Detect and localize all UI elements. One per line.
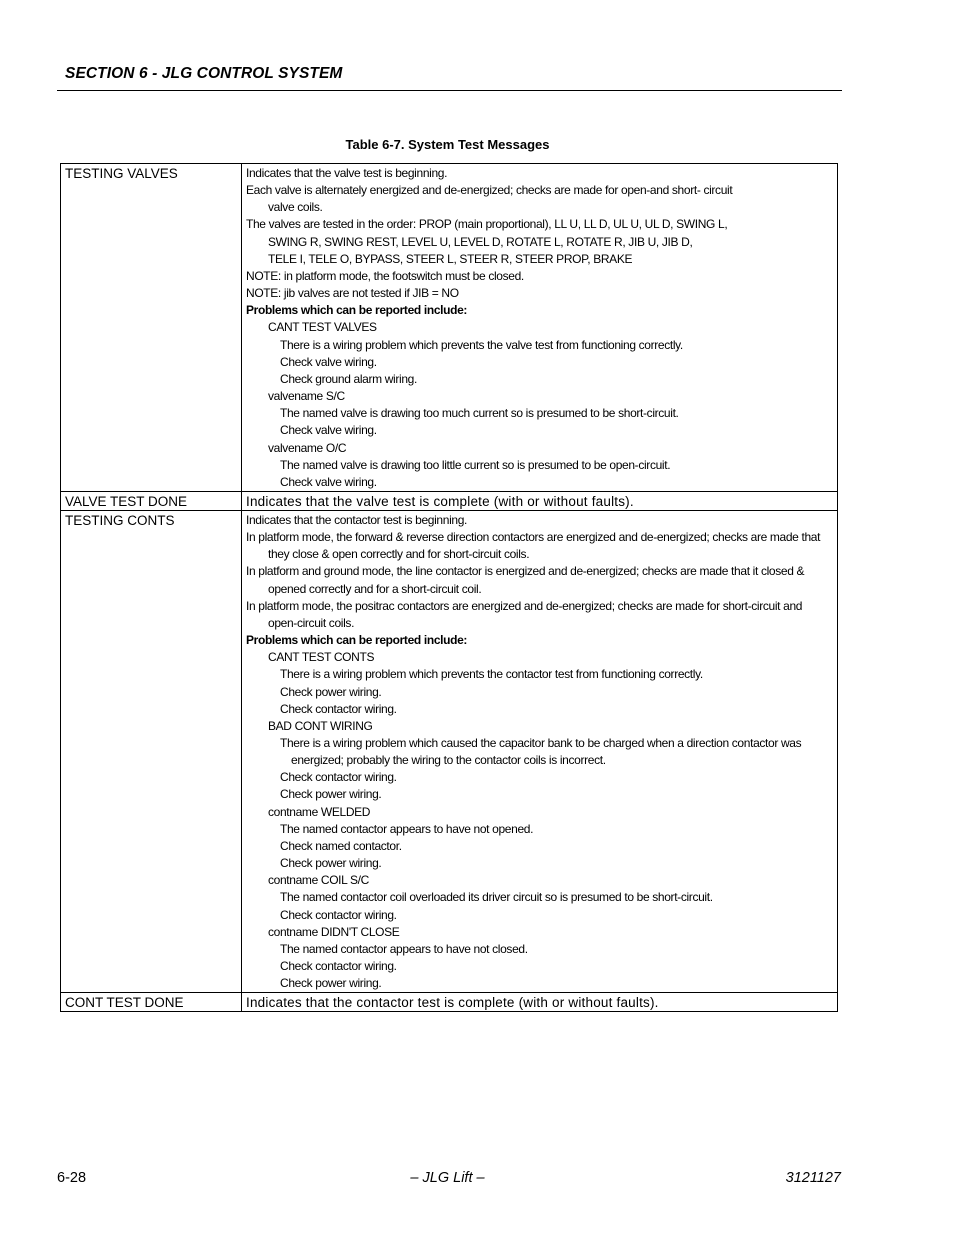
footer-publication: – JLG Lift – (410, 1170, 485, 1186)
problem-detail: Check valve wiring. (280, 474, 377, 489)
problem-detail: The named valve is drawing too much current so is presumed to be short-circuit. (280, 406, 679, 421)
problem-detail: The named contactor appears to have not opened. (280, 821, 534, 836)
message-key: VALVE TEST DONE (61, 491, 242, 510)
problem-name: valvename S/C (268, 389, 345, 404)
problem-detail: Check contactor wiring. (280, 701, 397, 716)
page-number: 6-28 (57, 1170, 87, 1186)
problem-detail: Check ground alarm wiring. (280, 371, 417, 386)
problem-name: BAD CONT WIRING (268, 718, 373, 733)
note-line: NOTE: in platform mode, the footswitch must be closed. (246, 268, 524, 283)
message-key: TESTING VALVES (61, 164, 242, 492)
problem-name: CANT TEST CONTS (268, 650, 375, 665)
table-row (61, 993, 838, 1012)
problem-detail: There is a wiring problem which prevents the contactor test from functioning correctly. (280, 667, 703, 682)
problem-name: contname WELDED (268, 804, 371, 819)
description-line: SWING R, SWING REST, LEVEL U, LEVEL D, ROTATE L, ROTATE R, JIB U, JIB D, (268, 234, 693, 249)
description-line: Indicates that the valve test is beginning. (246, 166, 448, 180)
problem-detail: The named contactor coil overloaded its driver circuit so is presumed to be short-circuit. (280, 890, 713, 905)
description-line: In platform and ground mode, the line contactor is energized and de-energized; checks are made that it closed & opened correctly and for a short-circuit coil. (246, 564, 805, 596)
description-line: Each valve is alternately energized and de-energized; checks are made for open-and short- circuit (246, 183, 733, 198)
message-description: Indicates that the contactor test is complete (with or without faults). (242, 993, 838, 1012)
problem-detail: The named contactor appears to have not closed. (280, 941, 528, 956)
problem-detail: Check valve wiring. (280, 354, 377, 369)
description-line: The valves are tested in the order: PROP (main proportional), LL U, LL D, UL U, UL D, SWING L, (246, 217, 728, 232)
message-key: CONT TEST DONE (61, 993, 242, 1012)
problem-name: contname DIDN'T CLOSE (268, 924, 400, 939)
table-title: Table 6-7. System Test Messages (345, 137, 550, 152)
description-line: valve coils. (268, 200, 323, 215)
problem-detail: There is a wiring problem which prevents the valve test from functioning correctly. (280, 337, 683, 352)
problem-detail: Check named contactor. (280, 838, 402, 853)
table-row (61, 491, 838, 510)
message-description (242, 164, 838, 492)
document-number: 3121127 (785, 1170, 841, 1186)
problems-heading: Problems which can be reported include: (246, 633, 468, 648)
problem-detail: Check power wiring. (280, 976, 382, 991)
description-line: In platform mode, the forward & reverse direction contactors are energized and de-energized; checks are made that they close & open correctly and for short-circuit coils. (246, 530, 821, 562)
system-test-messages-table (60, 163, 838, 1012)
problem-name: contname COIL S/C (268, 873, 369, 888)
problem-detail: The named valve is drawing too little current so is presumed to be open-circuit. (280, 457, 671, 472)
message-description: Indicates that the valve test is complete (with or without faults). (242, 491, 838, 510)
problem-detail: Check contactor wiring. (280, 770, 397, 785)
description-line: TELE I, TELE O, BYPASS, STEER L, STEER R, STEER PROP, BRAKE (268, 251, 633, 266)
section-title: SECTION 6 - JLG CONTROL SYSTEM (65, 65, 343, 82)
problem-detail: Check power wiring. (280, 856, 382, 871)
table-row (61, 510, 838, 992)
problem-name: CANT TEST VALVES (268, 320, 377, 335)
problem-detail: Check power wiring. (280, 787, 382, 802)
description-line: In platform mode, the positrac contactors are energized and de-energized; checks are made for short-circuit and open-circuit coils. (246, 598, 803, 630)
message-key: TESTING CONTS (61, 510, 242, 992)
header-rule (57, 90, 842, 91)
problem-detail: There is a wiring problem which caused the capacitor bank to be charged when a direction contactor was energized; probably the wiring to the contactor coils is incorrect. (280, 736, 802, 768)
problems-heading: Problems which can be reported include: (246, 303, 468, 318)
table-row (61, 164, 838, 492)
message-description (242, 510, 838, 992)
note-line: NOTE: jib valves are not tested if JIB = NO (246, 286, 459, 301)
problem-name: valvename O/C (268, 440, 347, 455)
problem-detail: Check valve wiring. (280, 423, 377, 438)
problem-detail: Check power wiring. (280, 684, 382, 699)
description-line: Indicates that the contactor test is beginning. (246, 512, 468, 527)
problem-detail: Check contactor wiring. (280, 959, 397, 974)
problem-detail: Check contactor wiring. (280, 907, 397, 922)
